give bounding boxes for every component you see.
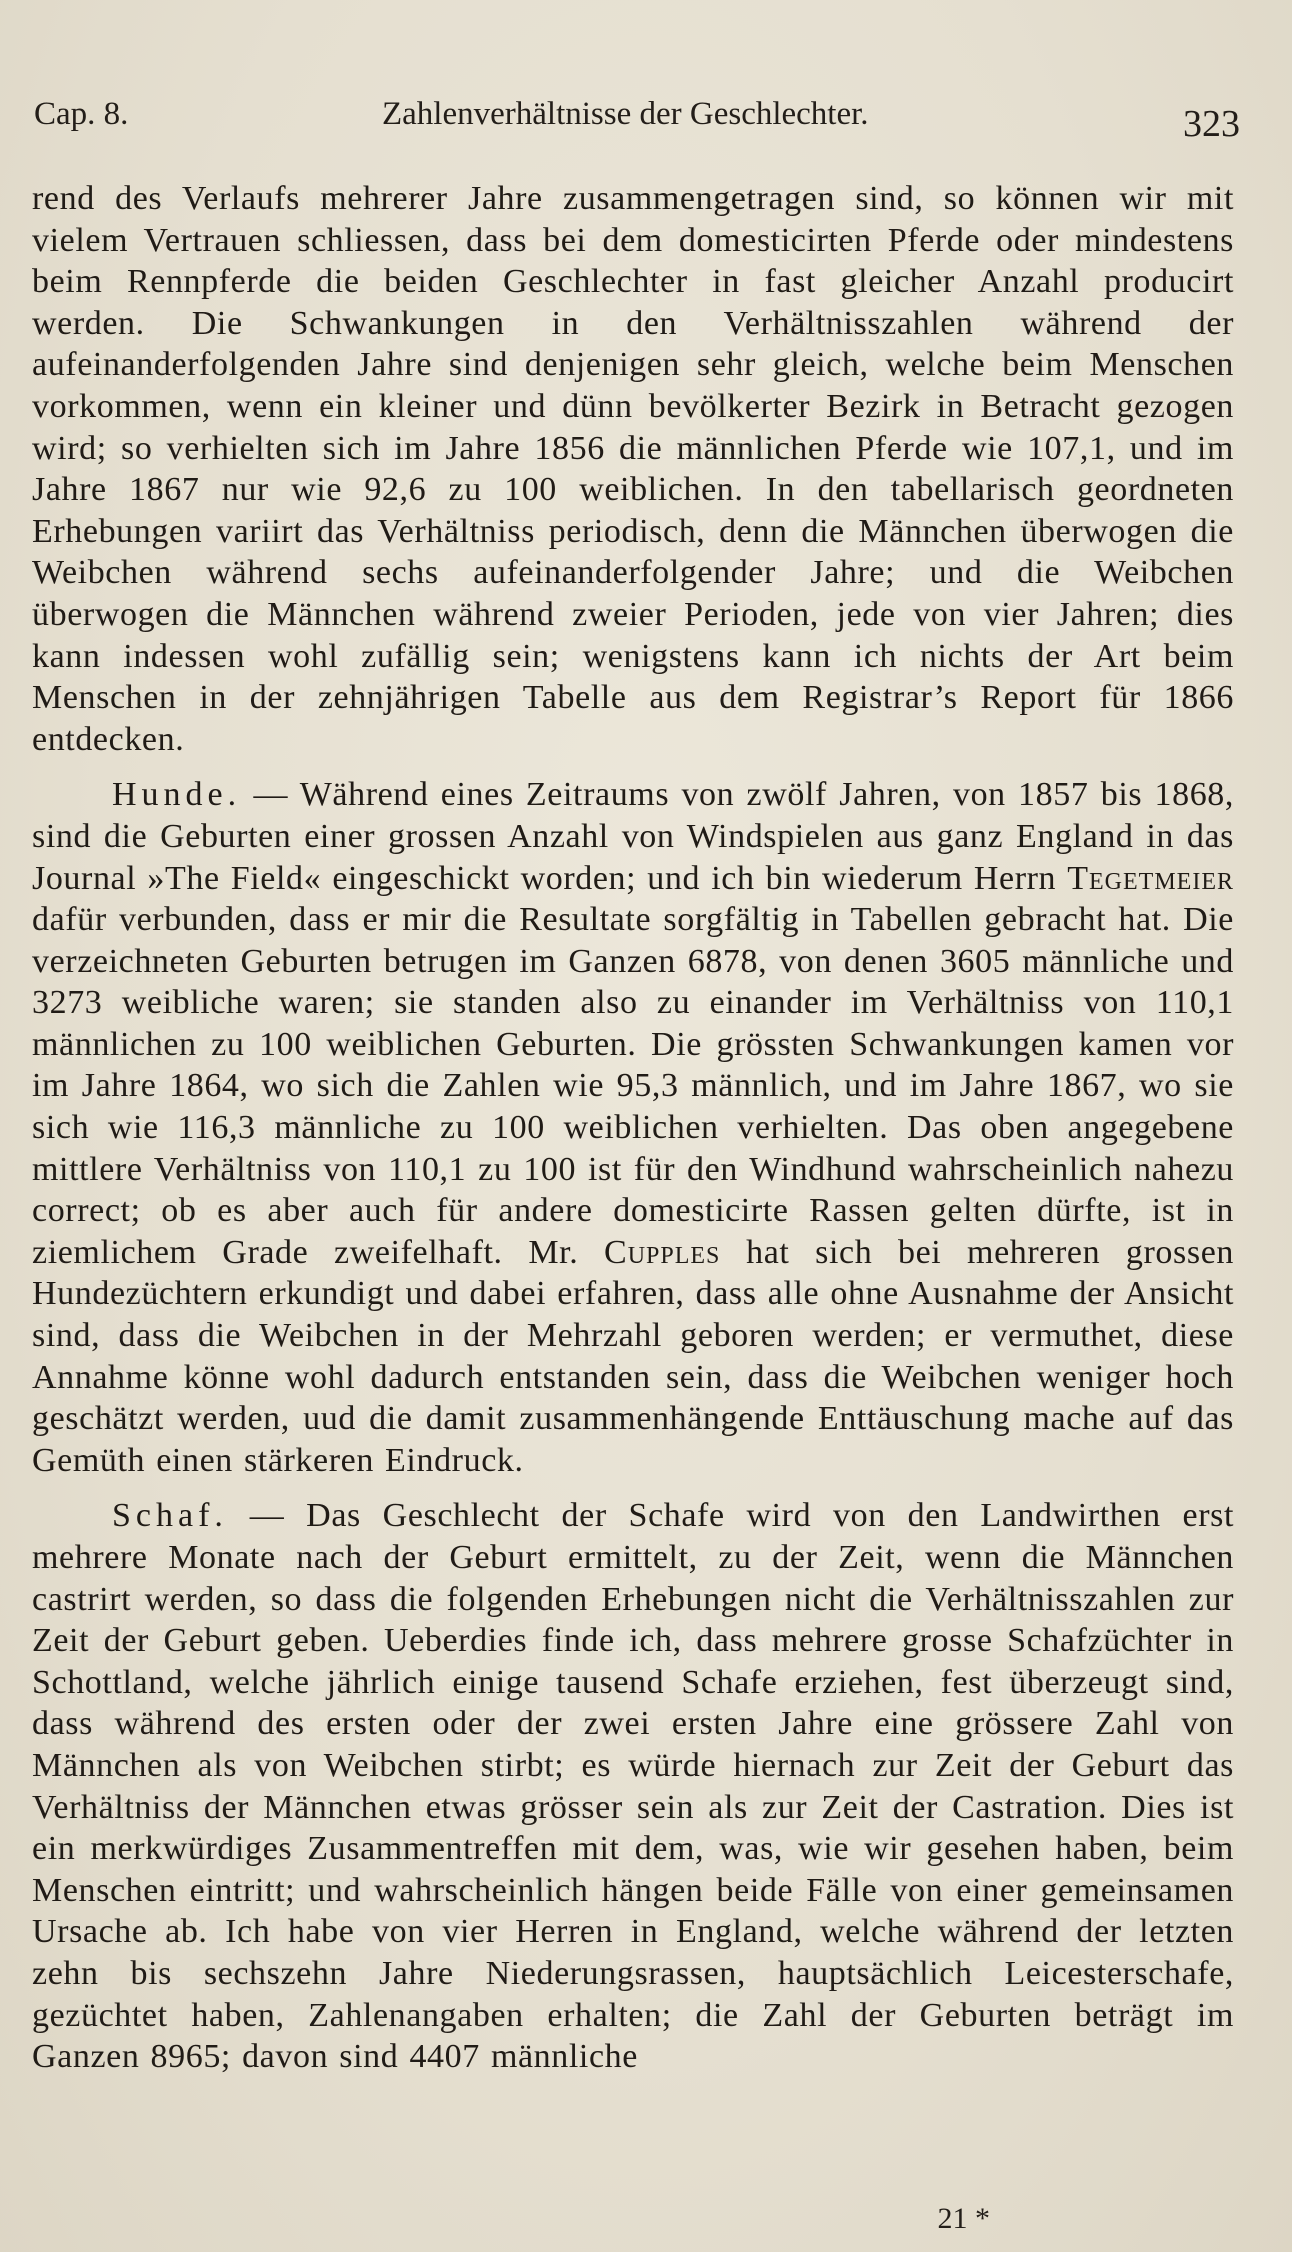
body-text (32, 178, 1234, 2078)
paragraph-text: hat sich bei mehreren grossen Hundezüchtern erkundigt und dabei erfahren, dass alle ohne Ausnahme der Ansicht sind, dass die Weibchen in der Mehrzahl geboren werden; er vermuthet, diese Annahme könne wohl dadurch entstanden sein, dass die Weibchen weniger hoch geschätzt werden, uud die damit zusammenhängende Enttäuschung mache auf das Gemüth einen stärkeren Eindruck. (32, 1233, 1234, 1479)
section-lead-dogs: Hunde. (112, 776, 242, 814)
section-lead-sheep: Schaf. (112, 1497, 228, 1535)
page-number: 323 (1183, 103, 1240, 145)
paragraph-text: dafür verbunden, dass er mir die Resultate sorgfältig in Tabellen gebracht hat. Die verzeichneten Geburten betrugen im Ganzen 6878, von denen 3605 männliche und 3273 weibliche waren; sie standen also zu einander im Verhältniss von 110,1 männlichen zu 100 weiblichen Geburten. Die grössten Schwankungen kamen vor im Jahre 1864, wo sich die Zahlen wie 95,3 männlich, und im Jahre 1867, wo sie sich wie 116,3 männliche zu 100 weiblichen verhielten. Das oben angegebene mittlere Verhältniss von 110,1 zu 100 ist für den Windhund wahrscheinlich nahezu correct; ob es aber auch für andere domesticirte Rassen gelten dürfte, ist in ziemlichem Grade zweifelhaft. Mr. (32, 901, 1234, 1271)
paragraph-text: — Während eines Zeitraums von zwölf Jahren, von 1857 bis 1868, sind die Geburten einer grossen Anzahl von Windspielen aus ganz England in das Journal »The Field« eingeschickt worden; und ich bin wiederum Herrn (32, 776, 1234, 897)
running-head (34, 96, 1240, 146)
paragraph-dogs (32, 774, 1234, 1481)
paragraph-horses-continued (32, 178, 1234, 760)
person-name: Tegetmeier (1067, 859, 1234, 897)
paragraph-sheep (32, 1495, 1234, 2077)
signature-mark: 21 * (937, 2202, 990, 2235)
paragraph-text: rend des Verlaufs mehrerer Jahre zusammengetragen sind, so können wir mit vielem Vertrauen schliessen, dass bei dem domesticirten Pferde oder mindestens beim Rennpferde die beiden Geschlechter in fast gleicher Anzahl producirt werden. Die Schwankungen in den Verhältnisszahlen während der aufeinanderfolgenden Jahre sind denjenigen sehr gleich, welche beim Menschen vorkommen, wenn ein kleiner und dünn bevölkerter Bezirk in Betracht gezogen wird; so verhielten sich im Jahre 1856 die männlichen Pferde wie 107,1, und im Jahre 1867 nur wie 92,6 zu 100 weiblichen. In den tabellarisch geordneten Erhebungen variirt das Verhältniss periodisch, denn die Männchen überwogen die Weibchen während sechs aufeinanderfolgender Jahre; und die Weibchen überwogen die Männchen während zweier Perioden, jede von vier Jahren; dies kann indessen wohl zufällig sein; wenigstens kann ich nichts der Art beim Menschen in der zehnjährigen Tabelle aus dem Registrar’s Report für 1866 entdecken. (32, 180, 1234, 758)
running-title: Zahlenverhältnisse der Geschlechter. (382, 96, 869, 132)
person-name: Cupples (604, 1233, 721, 1271)
paragraph-text: — Das Geschlecht der Schafe wird von den Landwirthen erst mehrere Monate nach der Geburt ermittelt, zu der Zeit, wenn die Männchen castrirt werden, so dass die folgenden Erhebungen nicht die Verhältnisszahlen zur Zeit der Geburt geben. Ueberdies finde ich, dass mehrere grosse Schafzüchter in Schottland, welche jährlich einige tausend Schafe erziehen, fest überzeugt sind, dass während des ersten oder der zwei ersten Jahre eine grössere Zahl von Männchen als von Weibchen stirbt; es würde hiernach zur Zeit der Geburt das Verhältniss der Männchen etwas grösser sein als zur Zeit der Castration. Dies ist ein merkwürdiges Zusammentreffen mit dem, was, wie wir gesehen haben, beim Menschen eintritt; und wahrscheinlich hängen beide Fälle von einer gemeinsamen Ursache ab. Ich habe von vier Herren in England, welche während der letzten zehn bis sechszehn Jahre Niederungsrassen, hauptsächlich Leicesterschafe, gezüchtet haben, Zahlenangaben erhalten; die Zahl der Geburten beträgt im Ganzen 8965; davon sind 4407 männliche (32, 1497, 1234, 2076)
chapter-label: Cap. 8. (34, 96, 129, 132)
